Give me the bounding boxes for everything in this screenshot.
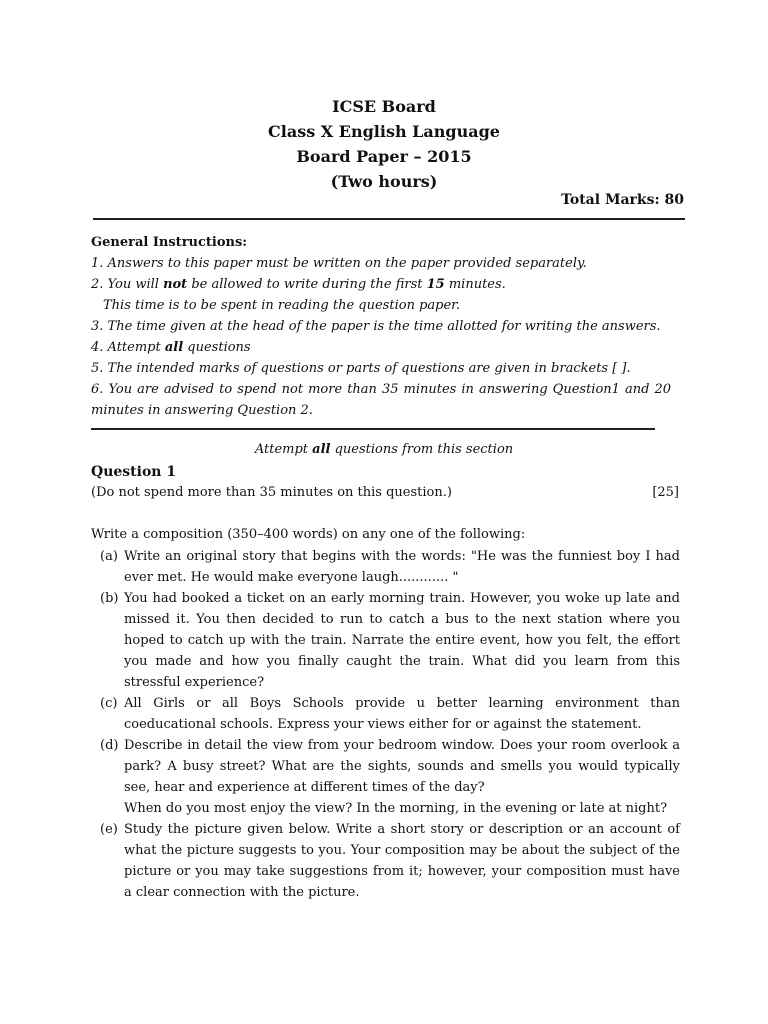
option-e-label: (e) [100,822,118,837]
paper-title: Board Paper – 2015 [296,147,472,166]
option-a-label: (a) [100,549,118,564]
option-b-text: You had booked a ticket on an early morning train. However, you woke up late and missed it. You then decided to run to catch a bus to the next station where you hoped to catch up with the train. Narrate the entire event, how you felt, the effort you made and how you finally caught the train. What did you learn from this stressful experience? [124,591,680,690]
option-c-label: (c) [100,696,118,711]
duration: (Two hours) [330,172,438,191]
question-1-marks: [25] [652,485,679,500]
composition-options [100,546,680,903]
option-d [100,735,680,819]
option-c-text: All Girls or all Boys Schools provide u better learning environment than coeducational schools. Express your views either for or against the statement. [124,696,680,732]
time-note: (Do not spend more than 35 minutes on this question.) [91,485,452,500]
instructions-list [91,253,671,421]
subject-title: Class X English Language [268,122,500,141]
option-c [100,693,680,735]
instruction-6: 6. You are advised to spend not more than 35 minutes in answering Question1 and 20 minutes in answering Question 2. [91,382,671,418]
instruction-4: 4. Attempt all questions [91,340,251,355]
option-d-label: (d) [100,738,119,753]
option-d-body [124,735,680,819]
instruction-2-continued: This time is to be spent in reading the question paper. [103,298,461,313]
option-d-text: Describe in detail the view from your bedroom window. Does your room overlook a park? A busy street? What are the sights, sounds and smells you would typically see, hear and experience at different times of the day? [124,738,680,795]
option-e-text: Study the picture given below. Write a short story or description or an account of what the picture suggests to you. Your composition may be about the subject of the picture or you may take suggestions from it; however, your composition must have a clear connection with the picture. [124,822,680,900]
header-divider [93,218,685,220]
option-b-label: (b) [100,591,119,606]
section-instruction: Attempt all questions from this section [254,442,514,457]
question-1-title: Question 1 [91,464,177,480]
composition-intro: Write a composition (350–400 words) on any one of the following: [91,527,526,542]
instruction-5: 5. The intended marks of questions or parts of questions are given in brackets [ ]. [91,361,631,376]
instruction-2: 2. You will not be allowed to write during the first 15 minutes. [91,277,506,292]
instruction-3: 3. The time given at the head of the paper is the time allotted for writing the answers. [91,319,661,334]
instruction-1: 1. Answers to this paper must be written on the paper provided separately. [91,256,587,271]
option-e [100,819,680,903]
question-1-note [91,485,679,500]
instructions-divider [91,428,655,430]
total-marks: Total Marks: 80 [561,192,684,208]
option-a-text: Write an original story that begins with the words: "He was the funniest boy I had ever met. He would make everyone laugh............ " [124,549,680,585]
general-instructions-title: General Instructions: [91,235,248,250]
option-b [100,588,680,693]
board-title: ICSE Board [332,97,436,116]
option-a [100,546,680,588]
option-d-text-2: When do you most enjoy the view? In the morning, in the evening or late at night? [124,801,668,816]
